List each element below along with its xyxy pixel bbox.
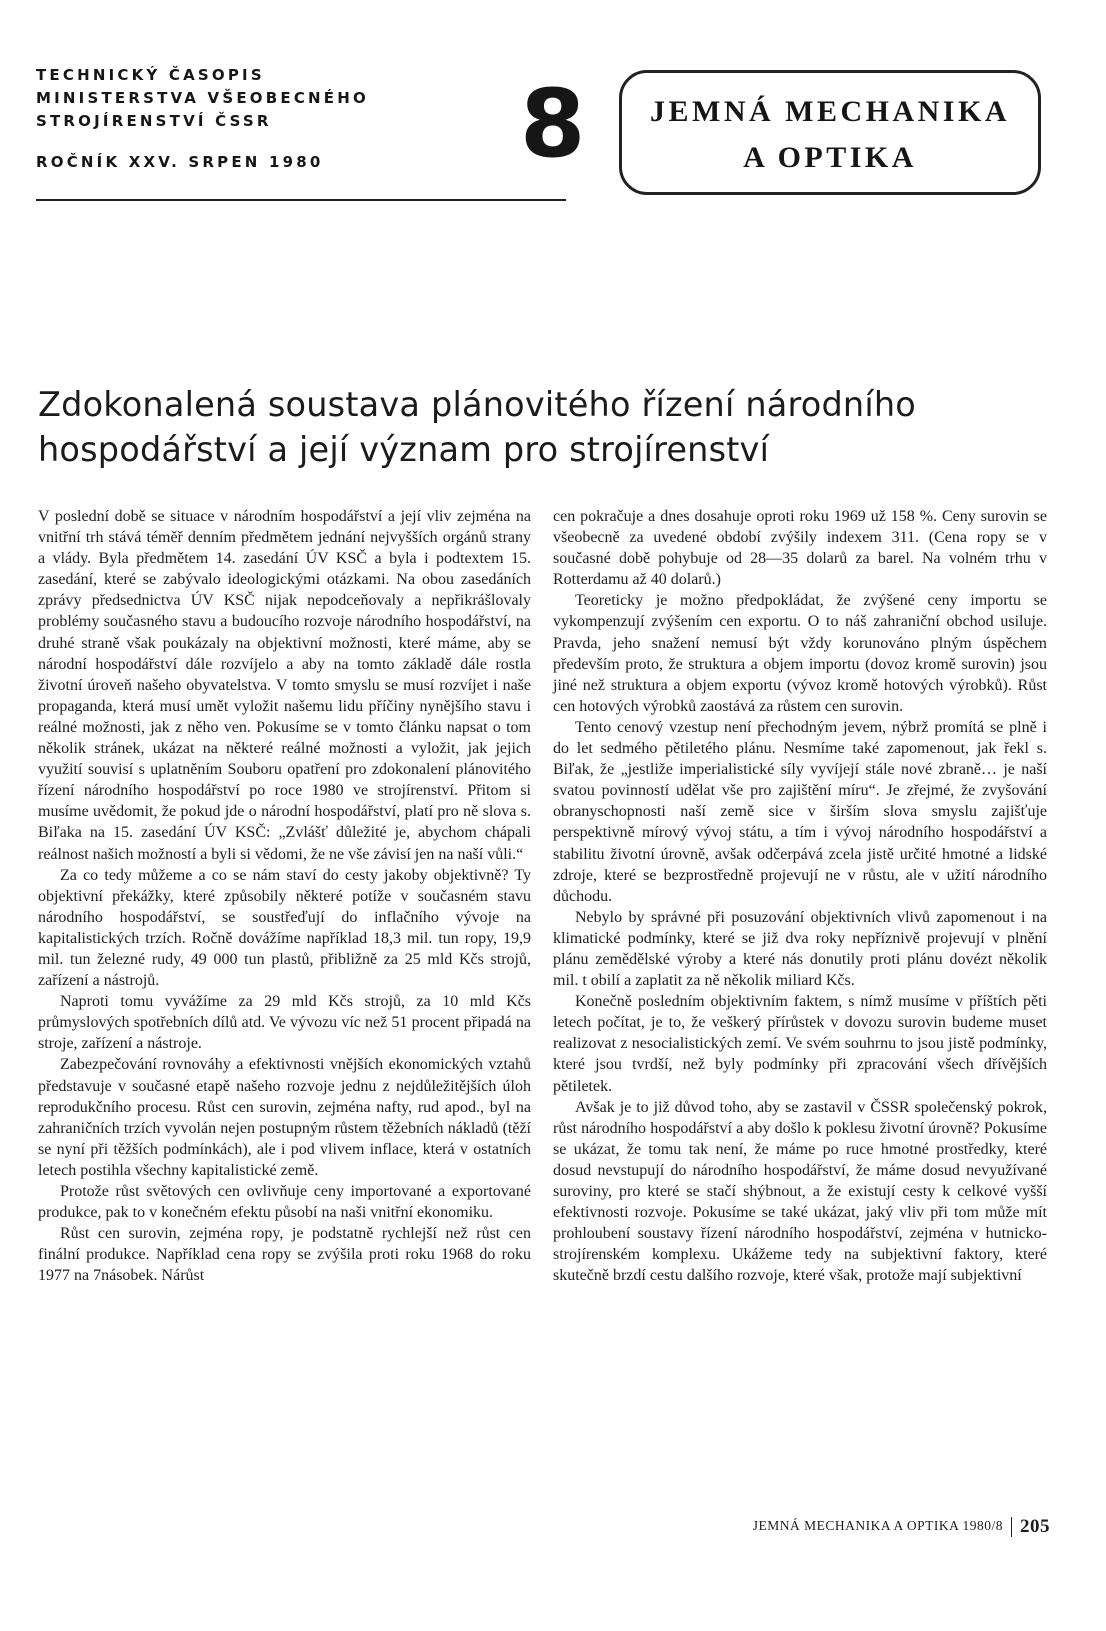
- paragraph: Teoreticky je možno předpokládat, že zvýšené ceny importu se vykompenzují zvýšením cen exportu. O to náš zahraniční obchod usiluje. Pravda, jeho snažení nemusí být vždy korunováno plným úspěchem především proto, že struktura a objem importu (dovoz kromě surovin) jsou jiné než struktura a objem exportu (vývoz kromě hotových výrobků). Růst cen hotových výrobků zaostává za růstem cen surovin.: [553, 592, 1047, 715]
- journal-title-line-1: JEMNÁ MECHANIKA: [650, 95, 1010, 128]
- paragraph: Nebylo by správné při posuzování objektivních vlivů zapomenout i na klimatické podmínky, které se již dva roky nepříznivě projevují v plnění plánu zemědělské výroby a které nás donutily proti plánu dovézt několik mil. t obilí a zaplatit za ně několik miliard Kčs.: [553, 908, 1047, 990]
- paragraph: Naproti tomu vyvážíme za 29 mld Kčs strojů, za 10 mld Kčs průmyslových spotřebních dílů atd. Ve vývozu víc než 51 procent připadá na stroje, zařízení a nástroje.: [38, 993, 531, 1053]
- paragraph: Konečně posledním objektivním faktem, s nímž musíme v příštích pěti letech počítat, je to, že veškerý přírůstek v dovozu surovin budeme muset realizovat z nesocialistických zemí. Ve svém souhrnu to jsou jistě podmínky, které jsou tvrdší, než byly podmínky při zpracování všech dřívějších pětiletek.: [553, 993, 1047, 1095]
- masthead-line-1: TECHNICKÝ ČASOPIS: [36, 66, 265, 84]
- article-title: Zdokonalená soustava plánovitého řízení národního hospodářství a její význam pro strojírenství: [38, 385, 916, 469]
- page-number: 205: [1020, 1516, 1050, 1537]
- paragraph: V poslední době se situace v národním hospodářství a její vliv zejména na vnitřní trh stává téměř denním předmětem jednání nejvyšších orgánů strany a vlády. Byla předmětem 14. zasedání ÚV KSČ a byla i podtextem 15. zasedání, které se zabývalo ideologickými otázkami. Na obou zasedáních zprávy předsednictva ÚV KSČ nijak nepodceňovaly a nepřikrášlovaly problémy současného stavu a budoucího rozvoje národního hospodářství, na druhé straně však poukázaly na objektivní možnosti, které máme, aby se národní hospodářství dále rozvíjelo a aby na tomto základě dále rostla životní úroveň našeho obyvatelstva. V tomto smyslu se musí rozvíjet i naše propaganda, která musí umět vyložit našemu lidu příčiny nynějšího stavu i reálné možnosti, jak z něho ven. Pokusíme se v tomto článku napsat o tom několik stránek, ukázat na některé reálné možnosti a vyložit, jak jejich využití souvisí s uplatněním Souboru opatření pro zdokonalení plánovitého řízení národního hospodářství po roce 1980 ve strojírenství. Přitom si musíme uvědomit, že pokud jde o národní hospodářství, platí pro ně slova s. Biľaka na 15. zasedání ÚV KSČ: „Zvlášť důležité je, abychom chápali reálnost našich možností a byli si vědomi, že ne vše závisí jen na naší vůli.“: [38, 508, 531, 863]
- footer-journal-reference: JEMNÁ MECHANIKA A OPTIKA 1980/8: [752, 1518, 1003, 1534]
- paragraph: Protože růst světových cen ovlivňuje ceny importované a exportované produkce, pak to v konečném efektu působí na naši vnitřní ekonomiku.: [38, 1183, 531, 1222]
- masthead-line-2: MINISTERSTVA VŠEOBECNÉHO: [36, 89, 369, 107]
- paragraph: Růst cen surovin, zejména ropy, je podstatně rychlejší než růst cen finální produkce. Například cena ropy se zvýšila proti roku 1968 do roku 1977 na 7násobek. Nárůst: [38, 1225, 531, 1285]
- journal-title-box: [619, 70, 1041, 195]
- paragraph: Avšak je to již důvod toho, aby se zastavil v ČSSR společenský pokrok, růst národního hospodářství a aby došlo k poklesu životní úrovně? Pokusíme se ukázat, že tomu tak není, že máme po ruce hmotné prostředky, které dosud nevstupují do národního hospodářství, že máme dosud nevyužívané suroviny, pro které se stačí shýbnout, a že existují cesty k celkové vyšší efektivnosti rozvoje. Pokusíme se také ukázat, jaký vliv při tom může mít prohloubení soustavy řízení národního hospodářství, zejména v hutnicko-strojírenském komplexu. Ukážeme tedy na subjektivní faktory, které skutečně brzdí cestu dalšího rozvoje, které však, protože mají subjektivní: [553, 1098, 1047, 1285]
- issue-number: 8: [520, 70, 586, 179]
- journal-title-line-2: A OPTIKA: [743, 141, 917, 174]
- paragraph: cen pokračuje a dnes dosahuje oproti roku 1969 už 158 %. Ceny surovin se všeobecně za uvedené období zvýšily indexem 311. (Cena ropy se v současné době pohybuje od 28—35 dolarů za barel. Na volném trhu v Rotterdamu až 40 dolarů.): [553, 508, 1047, 589]
- masthead-line-3: STROJÍRENSTVÍ ČSSR: [36, 112, 272, 130]
- masthead-issue-line: ROČNÍK XXV. SRPEN 1980: [36, 153, 324, 171]
- footer-separator: [1011, 1517, 1012, 1537]
- masthead-publisher: [36, 64, 436, 174]
- paragraph: Zabezpečování rovnováhy a efektivnosti vnějších ekonomických vztahů představuje v současné etapě našeho rozvoje jednu z nejdůležitějších úloh reprodukčního procesu. Růst cen surovin, zejména nafty, rud apod., byl na zahraničních trzích vyvolán nejen postupným růstem těžebních nákladů (těží se nyní při těžších podmínkách), ale i pod vlivem inflace, která v ostatních letech postihla všechny kapitalistické země.: [38, 1056, 531, 1179]
- paragraph: Za co tedy můžeme a co se nám staví do cesty jakoby objektivně? Ty objektivní překážky, které způsobily některé potíže v současném stavu národního hospodářství, se soustřeďují do inflačního vývoje na kapitalistických trzích. Ročně dovážíme například 18,3 mil. tun ropy, 19,9 mil. tun železné rudy, 49 000 tun plastů, přibližně za 25 mld Kčs strojů, zařízení a nástrojů.: [38, 866, 531, 990]
- paragraph: Tento cenový vzestup není přechodným jevem, nýbrž promítá se plně i do let sedmého pětiletého plánu. Nesmíme také zapomenout, jak řekl s. Biľak, že „jestliže imperialistické síly vyvíjejí stále nové zbraně… je naší svatou povinností udělat vše pro zajištění míru“. Je zřejmé, že zvyšování obranyschopnosti naší země sice v širším slova smyslu zajišťuje perspektivně mírový vývoj státu, a tím i vývoj národního hospodářství a stabilitu životní úrovně, avšak odčerpává zcela jistě určité hmotné a lidské zdroje, které se bezprostředně projevují ne v růstu, ale v užití národního důchodu.: [553, 718, 1047, 905]
- right-column: [553, 506, 1047, 1286]
- page-footer: [730, 1516, 1050, 1538]
- header-divider: [36, 199, 566, 201]
- left-column: [38, 506, 531, 1286]
